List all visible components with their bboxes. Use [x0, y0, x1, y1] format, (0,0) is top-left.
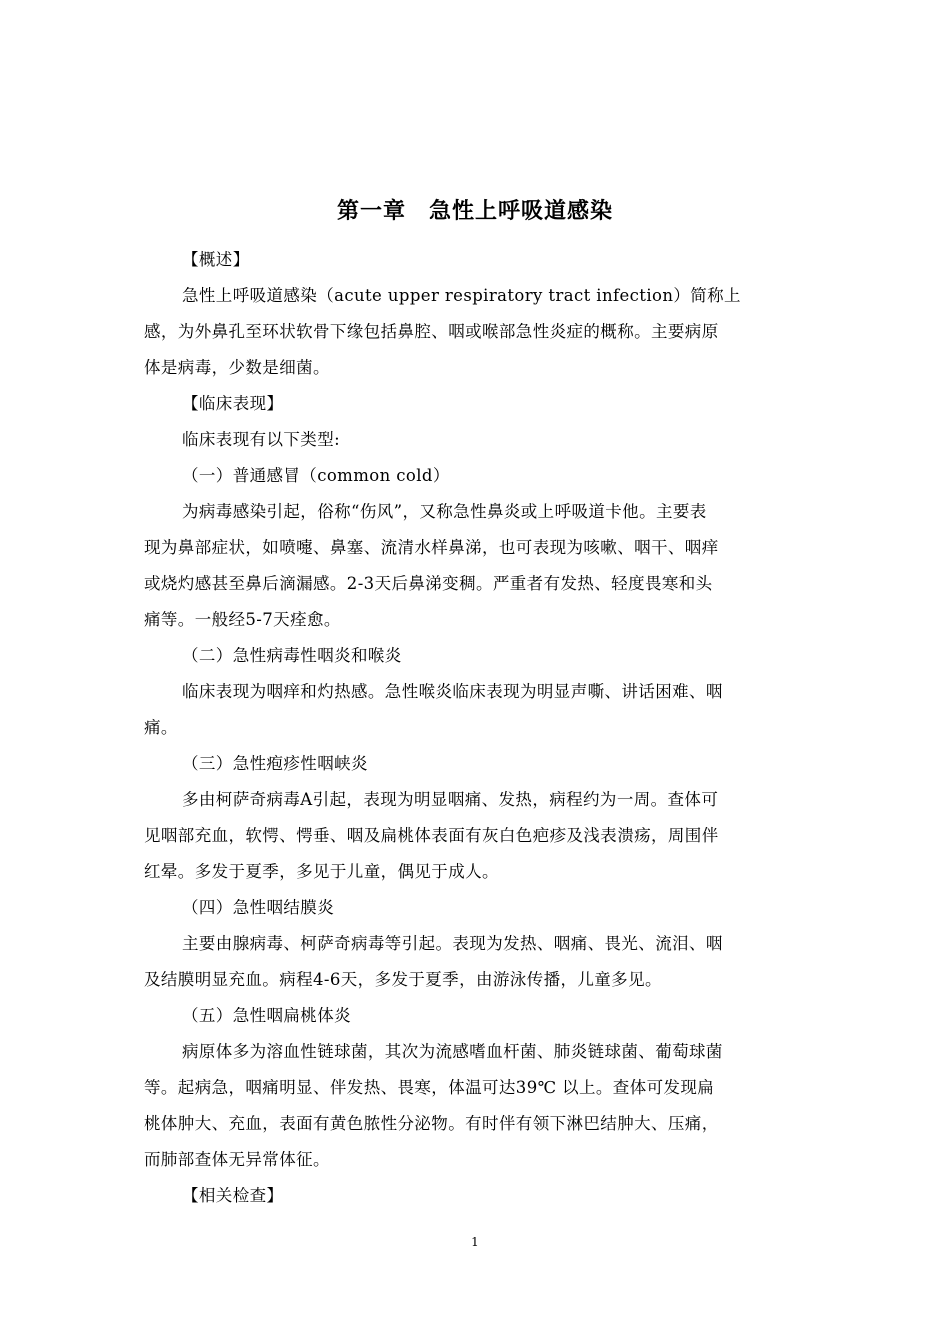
- paragraph-line: 红晕。多发于夏季，多见于儿童，偶见于成人。: [144, 862, 499, 881]
- paragraph-line: 为病毒感染引起，俗称“伤风”，又称急性鼻炎或上呼吸道卡他。主要表: [182, 502, 707, 521]
- subheading-line: （五）急性咽扁桃体炎: [182, 1006, 351, 1025]
- section-heading-overview: 【概述】: [182, 250, 250, 269]
- paragraph-line: 及结膜明显充血。病程4-6天，多发于夏季，由游泳传播，儿童多见。: [144, 970, 662, 989]
- paragraph-line: 等。起病急，咽痛明显、伴发热、畏寒，体温可达39℃ 以上。查体可发现扁: [144, 1078, 715, 1097]
- page-number: 1: [471, 1235, 479, 1249]
- paragraph-line: 痛等。一般经5-7天痊愈。: [144, 610, 341, 629]
- paragraph-line: 临床表现有以下类型:: [182, 430, 341, 449]
- paragraph-line: 现为鼻部症状，如喷嚏、鼻塞、流清水样鼻涕，也可表现为咳嗽、咽干、咽痒: [144, 538, 719, 557]
- paragraph-line: 多由柯萨奇病毒A引起，表现为明显咽痛、发热，病程约为一周。查体可: [182, 790, 719, 809]
- paragraph-line: 病原体多为溶血性链球菌，其次为流感嗜血杆菌、肺炎链球菌、葡萄球菌: [182, 1042, 723, 1061]
- chapter-title: 第一章 急性上呼吸道感染: [336, 199, 613, 224]
- paragraph-line: 主要由腺病毒、柯萨奇病毒等引起。表现为发热、咽痛、畏光、流泪、咽: [182, 934, 723, 953]
- subheading-line: （四）急性咽结膜炎: [182, 898, 335, 917]
- subheading-line: （二）急性病毒性咽炎和喉炎: [182, 646, 402, 665]
- paragraph-line: 感，为外鼻孔至环状软骨下缘包括鼻腔、咽或喉部急性炎症的概称。主要病原: [144, 322, 719, 341]
- paragraph-line: 而肺部查体无异常体征。: [144, 1150, 330, 1169]
- subheading-line: （一）普通感冒（common cold）: [182, 466, 450, 485]
- paragraph-line: 急性上呼吸道感染（acute upper respiratory tract infection）简称上: [182, 286, 741, 305]
- paragraph-line: 桃体肿大、充血，表面有黄色脓性分泌物。有时伴有领下淋巴结肿大、压痛，: [144, 1114, 719, 1133]
- paragraph-line: 或烧灼感甚至鼻后滴漏感。2-3天后鼻涕变稠。严重者有发热、轻度畏寒和头: [144, 574, 713, 593]
- paragraph-line: 痛。: [144, 718, 178, 737]
- section-heading-clinical: 【临床表现】: [182, 394, 284, 413]
- body-text: [144, 242, 810, 1214]
- paragraph-line: 临床表现为咽痒和灼热感。急性喉炎临床表现为明显声嘶、讲话困难、咽: [182, 682, 723, 701]
- subheading-line: （三）急性疱疹性咽峡炎: [182, 754, 368, 773]
- paragraph-line: 见咽部充血，软愕、愕垂、咽及扁桃体表面有灰白色疤疹及浅表溃疡，周围伴: [144, 826, 719, 845]
- section-heading-tests: 【相关检查】: [182, 1186, 284, 1205]
- paragraph-line: 体是病毒，少数是细菌。: [144, 358, 330, 377]
